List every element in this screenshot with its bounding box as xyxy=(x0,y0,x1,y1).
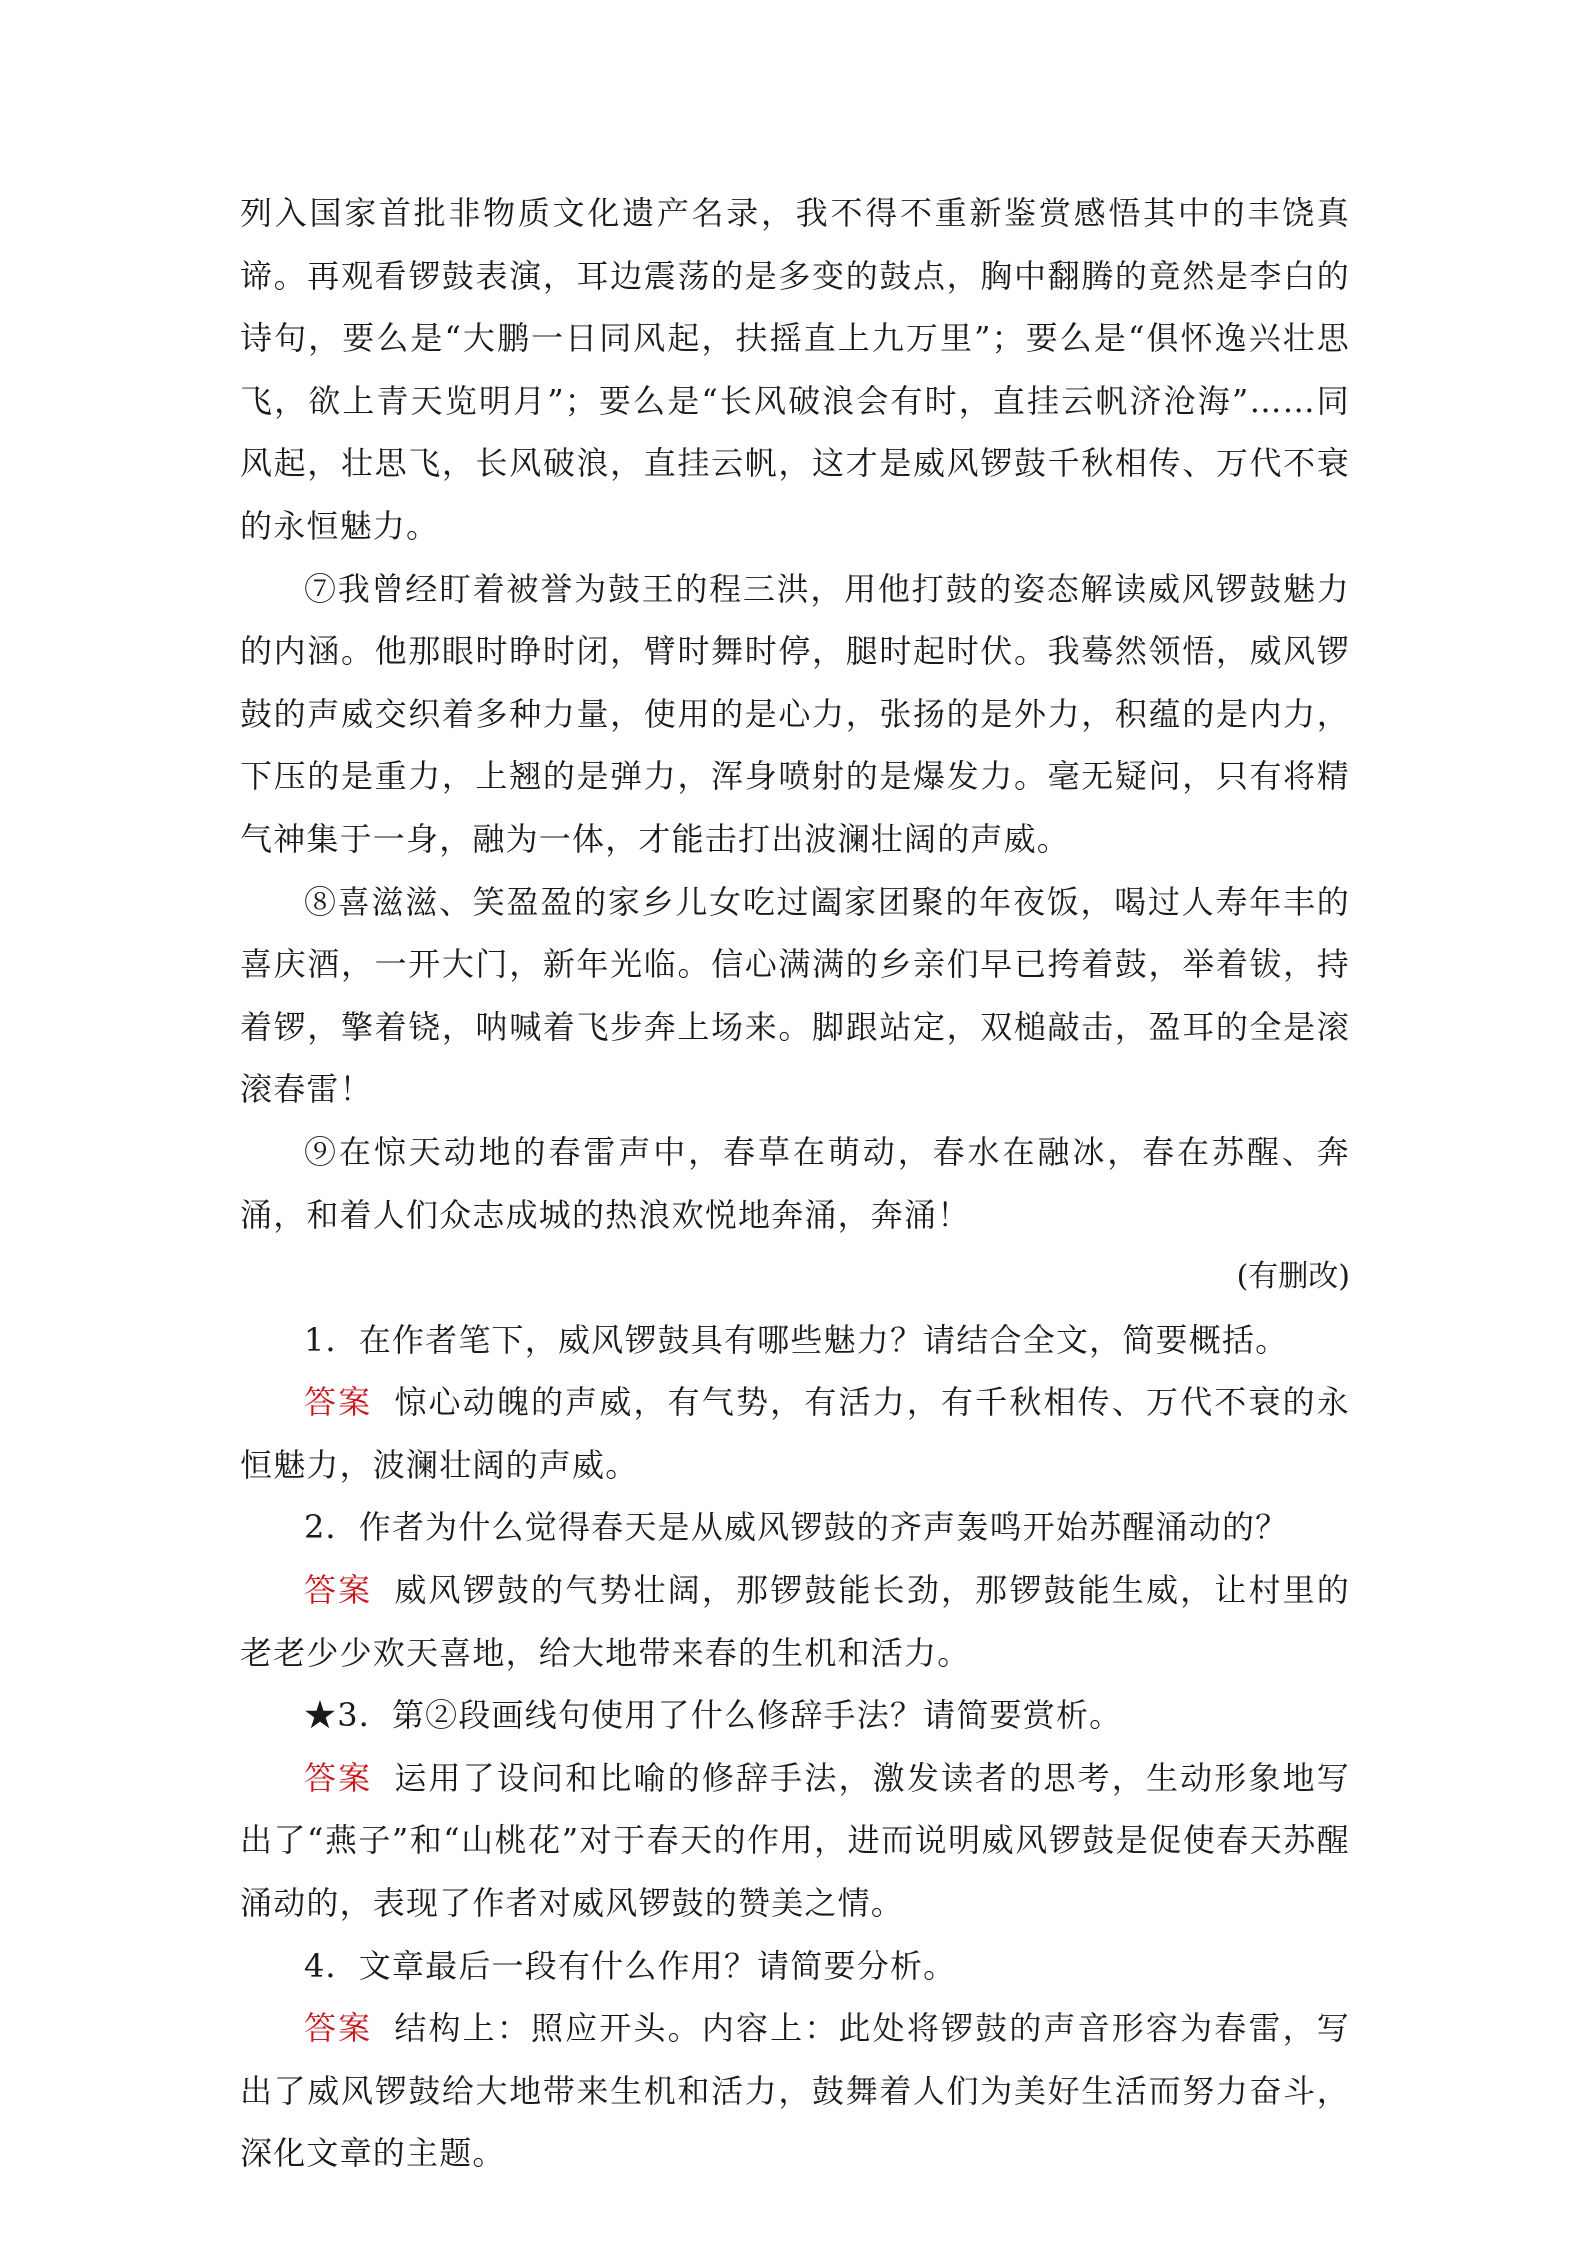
document-page xyxy=(240,182,1350,2185)
question-text: 1．在作者笔下，威风锣鼓具有哪些魅力？请结合全文，简要概括。 xyxy=(304,1320,1289,1359)
question-4 xyxy=(240,1935,1350,2185)
answer-paragraph xyxy=(240,1559,1350,1684)
answer-text: 运用了设问和比喻的修辞手法，激发读者的思考，生动形象地写出了“燕子”和“山桃花”对于春天的作用，进而说明威风锣鼓是促使春天苏醒涌动的，表现了作者对威风锣鼓的赞美之情。 xyxy=(240,1758,1350,1923)
passage-paragraph-8: ⑧喜滋滋、笑盈盈的家乡儿女吃过阖家团聚的年夜饭，喝过人寿年丰的喜庆酒，一开大门，新年光临。信心满满的乡亲们早已挎着鼓，举着钹，持着锣，擎着铙，呐喊着飞步奔上场来。脚跟站定，双槌敲击，盈耳的全是滚滚春雷！ xyxy=(240,882,1350,1109)
passage-paragraph-7: ⑦我曾经盯着被誉为鼓王的程三洪，用他打鼓的姿态解读威风锣鼓魅力的内涵。他那眼时睁时闭，臂时舞时停，腿时起时伏。我蓦然领悟，威风锣鼓的声威交织着多种力量，使用的是心力，张扬的是外力，积蕴的是内力，下压的是重力，上翘的是弹力，浑身喷射的是爆发力。毫无疑问，只有将精气神集于一身，融为一体，才能击打出波澜壮阔的声威。 xyxy=(240,569,1350,858)
passage-source-note: (有删改) xyxy=(1236,1259,1350,1295)
passage-paragraph-6-end: 列入国家首批非物质文化遗产名录，我不得不重新鉴赏感悟其中的丰饶真谛。再观看锣鼓表演，耳边震荡的是多变的鼓点，胸中翻腾的竟然是李白的诗句，要么是“大鹏一日同风起，扶摇直上九万里”；要么是“俱怀逸兴壮思飞，欲上青天览明月”；要么是“长风破浪会有时，直挂云帆济沧海”……同风起，壮思飞，长风破浪，直挂云帆，这才是威风锣鼓千秋相传、万代不衰的永恒魅力。 xyxy=(240,194,1350,545)
question-1 xyxy=(240,1309,1350,1497)
answer-label: 答案 xyxy=(304,1571,373,1610)
answer-text: 结构上：照应开头。内容上：此处将锣鼓的声音形容为春雷，写出了威风锣鼓给大地带来生机和活力，鼓舞着人们为美好生活而努力奋斗，深化文章的主题。 xyxy=(240,2009,1350,2173)
answer-paragraph xyxy=(240,1747,1350,1935)
answer-text: 惊心动魄的声威，有气势，有活力，有千秋相传、万代不衰的永恒魅力，波澜壮阔的声威。 xyxy=(240,1383,1350,1484)
answer-label: 答案 xyxy=(304,2009,373,2048)
answer-label: 答案 xyxy=(304,1758,373,1797)
question-2 xyxy=(240,1496,1350,1684)
passage-paragraph-9: ⑨在惊天动地的春雷声中，春草在萌动，春水在融冰，春在苏醒、奔涌，和着人们众志成城的热浪欢悦地奔涌，奔涌！ xyxy=(240,1132,1350,1234)
question-text: 4．文章最后一段有什么作用？请简要分析。 xyxy=(304,1946,957,1985)
answer-paragraph xyxy=(240,1997,1350,2185)
answer-label: 答案 xyxy=(304,1383,373,1422)
question-text: 2．作者为什么觉得春天是从威风锣鼓的齐声轰鸣开始苏醒涌动的？ xyxy=(304,1508,1289,1547)
answer-paragraph xyxy=(240,1371,1350,1496)
question-3 xyxy=(240,1684,1350,1934)
answer-text: 威风锣鼓的气势壮阔，那锣鼓能长劲，那锣鼓能生威，让村里的老老少少欢天喜地，给大地带来春的生机和活力。 xyxy=(240,1571,1350,1672)
question-text: ★3．第②段画线句使用了什么修辞手法？请简要赏析。 xyxy=(304,1696,1123,1735)
